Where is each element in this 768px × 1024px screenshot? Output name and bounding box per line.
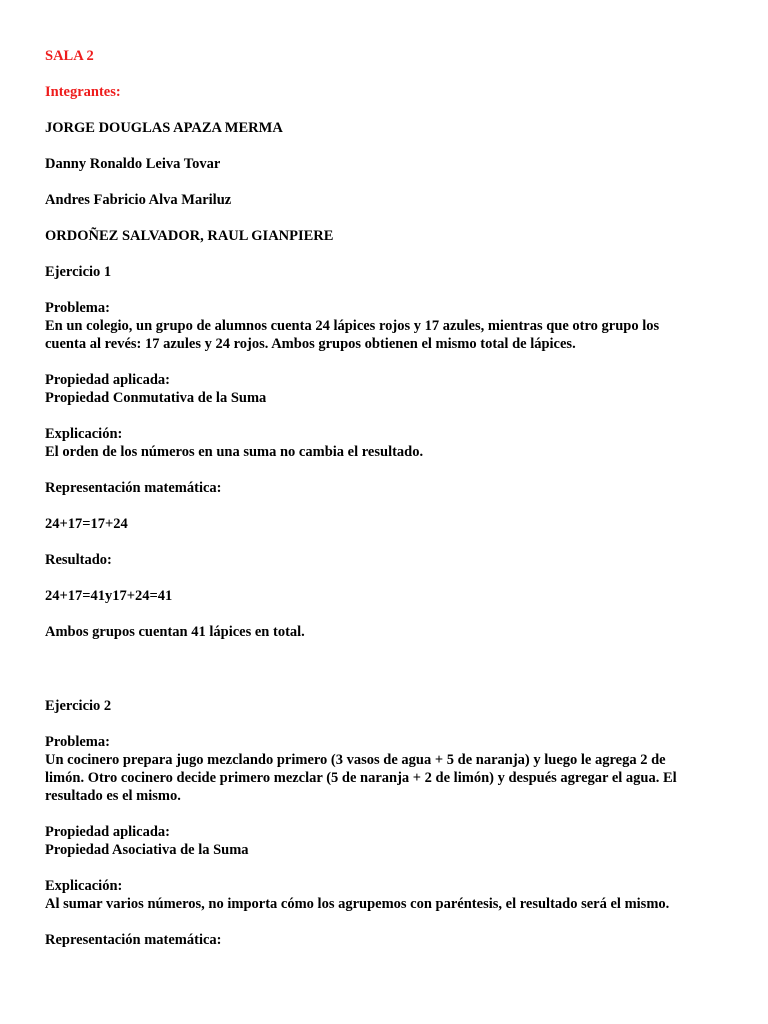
member-name: Andres Fabricio Alva Mariluz xyxy=(45,192,232,208)
explanation-text: El orden de los números en una suma no cambia el resultado. xyxy=(45,444,424,460)
member-name: ORDOÑEZ SALVADOR, RAUL GIANPIERE xyxy=(45,228,334,244)
member-name: Danny Ronaldo Leiva Tovar xyxy=(45,156,221,172)
property-label: Propiedad aplicada: xyxy=(45,824,171,840)
result-label: Resultado: xyxy=(45,552,112,568)
math-equation: 24+17=17+24 xyxy=(45,516,128,532)
problem-text-line: En un colegio, un grupo de alumnos cuenta 24 lápices rojos y 17 azules, mientras que otro grupo los xyxy=(45,318,660,334)
members-label: Integrantes: xyxy=(45,84,121,100)
member-name: JORGE DOUGLAS APAZA MERMA xyxy=(45,120,283,136)
problem-label: Problema: xyxy=(45,300,110,316)
explanation-label: Explicación: xyxy=(45,878,123,894)
conclusion-text: Ambos grupos cuentan 41 lápices en total. xyxy=(45,624,305,640)
problem-text-line: limón. Otro cocinero decide primero mezclar (5 de naranja + 2 de limón) y después agregar el agua. El xyxy=(45,770,677,786)
math-representation-label: Representación matemática: xyxy=(45,932,222,948)
problem-label: Problema: xyxy=(45,734,110,750)
math-representation-label: Representación matemática: xyxy=(45,480,222,496)
problem-text-line: resultado es el mismo. xyxy=(45,788,181,804)
property-text: Propiedad Conmutativa de la Suma xyxy=(45,390,267,406)
explanation-text: Al sumar varios números, no importa cómo los agrupemos con paréntesis, el resultado será el mismo. xyxy=(45,896,670,912)
property-text: Propiedad Asociativa de la Suma xyxy=(45,842,249,858)
explanation-label: Explicación: xyxy=(45,426,123,442)
property-label: Propiedad aplicada: xyxy=(45,372,171,388)
room-heading: SALA 2 xyxy=(45,48,94,64)
problem-text-line: Un cocinero prepara jugo mezclando primero (3 vasos de agua + 5 de naranja) y luego le agrega 2 de xyxy=(45,752,666,768)
problem-text-line: cuenta al revés: 17 azules y 24 rojos. Ambos grupos obtienen el mismo total de lápices. xyxy=(45,336,576,352)
exercise-1-title: Ejercicio 1 xyxy=(45,264,112,280)
exercise-2-title: Ejercicio 2 xyxy=(45,698,112,714)
result-equation: 24+17=41y17+24=41 xyxy=(45,588,173,604)
